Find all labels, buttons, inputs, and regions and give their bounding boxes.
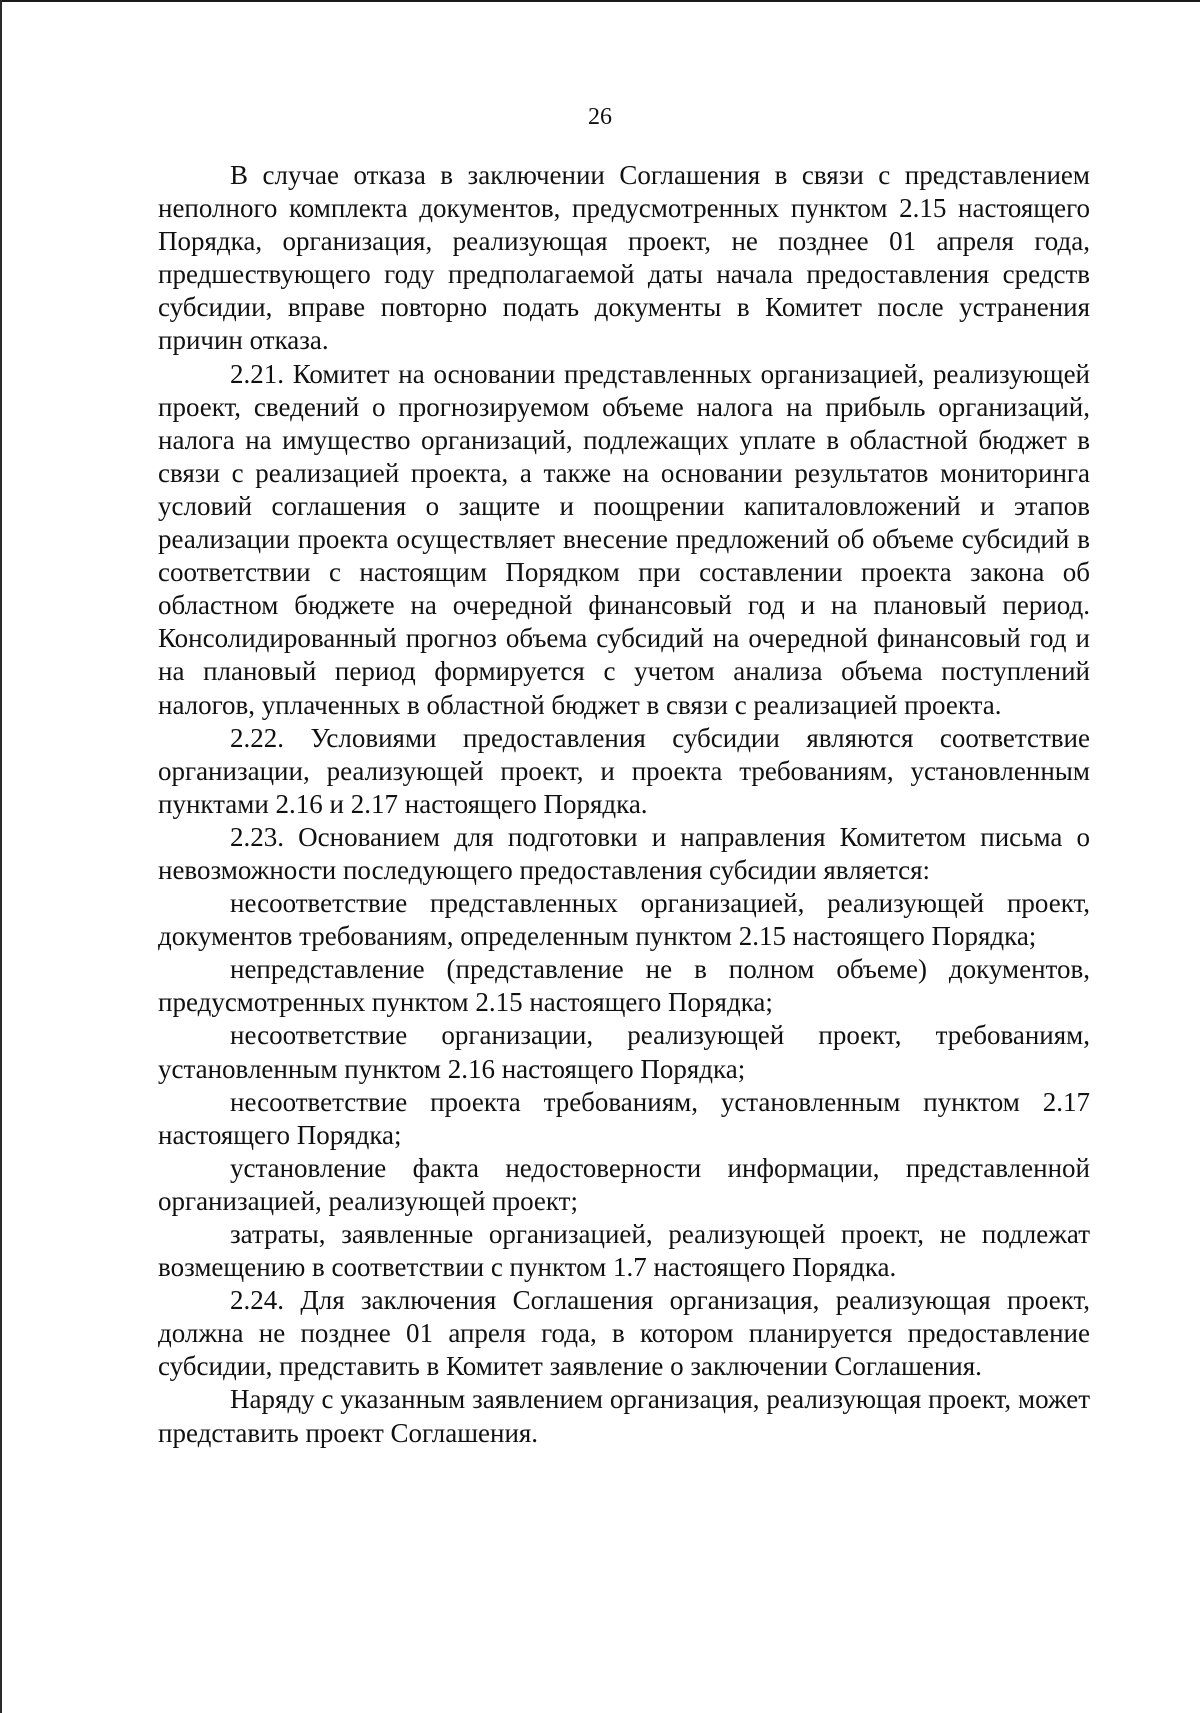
list-item-non-reimbursable-costs: затраты, заявленные организацией, реализующей проект, не подлежат возмещению в соответствии с пунктом 1.7 настоящего Порядка. (158, 1219, 1090, 1283)
scan-edge-top (0, 0, 1200, 2)
paragraph-draft-agreement: Наряду с указанным заявлением организация, реализующая проект, может представить проект Соглашения. (158, 1384, 1090, 1448)
list-item-organization-mismatch: несоответствие организации, реализующей проект, требованиям, установленным пунктом 2.16 настоящего Порядка; (158, 1020, 1090, 1084)
page-number: 26 (588, 104, 612, 130)
paragraph-2-21: 2.21. Комитет на основании представленных организацией, реализующей проект, сведений о прогнозируемом объеме налога на прибыль организаций, налога на имущество организаций, подлежащих уплате в областной бюджет в связи с реализацией проекта, а также на основании результатов мониторинга условий соглашения о защите и поощрении капиталовложений и этапов реализации проекта осуществляет внесение предложений об объеме субсидий в соответствии с настоящим Порядком при составлении проекта закона об областном бюджете на очередной финансовый год и на плановый период. Консолидированный прогноз объема субсидий на очередной финансовый год и на плановый период формируется с учетом анализа объема поступлений налогов, уплаченных в областной бюджет в связи с реализацией проекта. (158, 358, 1090, 720)
document-body (158, 159, 1090, 1450)
list-item-documents-missing: непредставление (представление не в полном объеме) документов, предусмотренных пунктом 2.15 настоящего Порядка; (158, 954, 1090, 1018)
list-item-false-information: установление факта недостоверности информации, представленной организацией, реализующей проект; (158, 1152, 1090, 1216)
list-item-documents-mismatch: несоответствие представленных организацией, реализующей проект, документов требованиям, определенным пунктом 2.15 настоящего Порядка; (158, 888, 1090, 952)
scan-edge-left (0, 0, 2, 1713)
list-item-project-mismatch: несоответствие проекта требованиям, установленным пунктом 2.17 настоящего Порядка; (158, 1086, 1090, 1150)
paragraph-2-22: 2.22. Условиями предоставления субсидии являются соответствие организации, реализующей проект, и проекта требованиям, установленным пунктами 2.16 и 2.17 настоящего Порядка. (158, 722, 1090, 819)
paragraph-2-24: 2.24. Для заключения Соглашения организация, реализующая проект, должна не позднее 01 апреля года, в котором планируется предоставление субсидии, представить в Комитет заявление о заключении Соглашения. (158, 1285, 1090, 1382)
paragraph-refusal-resubmission: В случае отказа в заключении Соглашения в связи с представлением неполного комплекта документов, предусмотренных пунктом 2.15 настоящего Порядка, организация, реализующая проект, не позднее 01 апреля года, предшествующего году предполагаемой даты начала предоставления средств субсидии, вправе повторно подать документы в Комитет после устранения причин отказа. (158, 160, 1090, 356)
paragraph-2-23: 2.23. Основанием для подготовки и направления Комитетом письма о невозможности последующего предоставления субсидии является: (158, 821, 1090, 885)
